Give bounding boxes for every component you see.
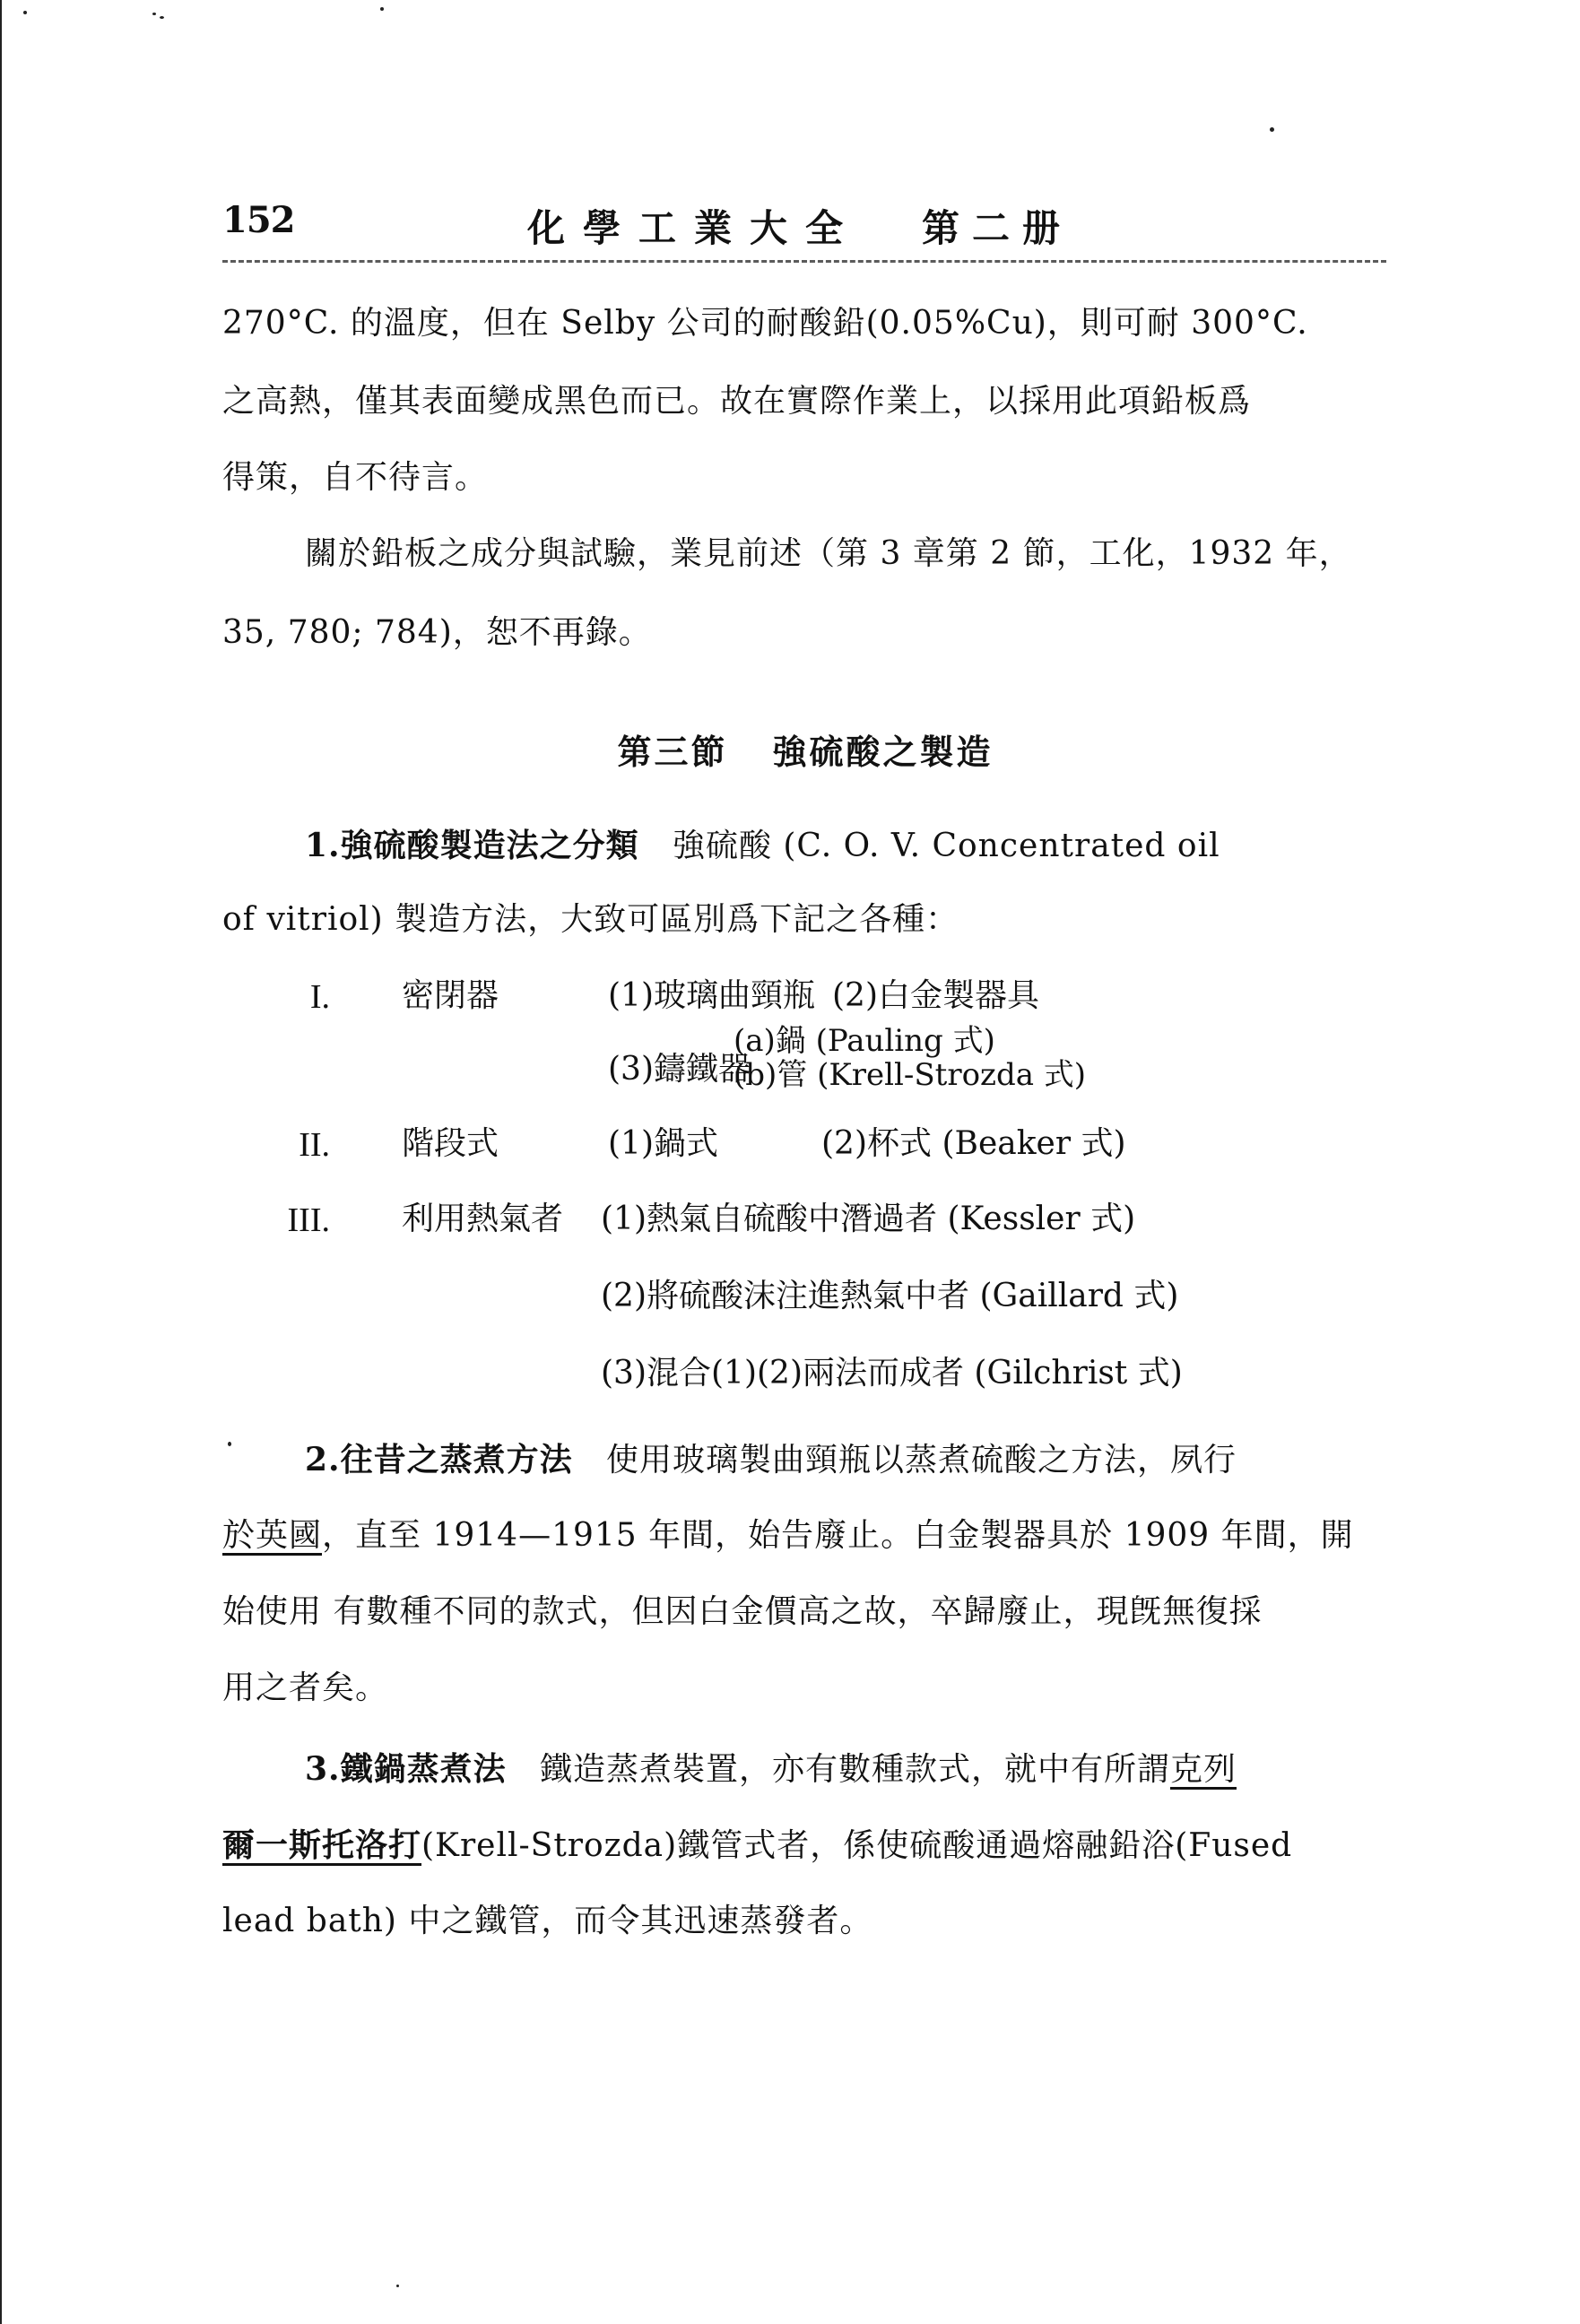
section-heading bbox=[222, 724, 1388, 774]
class-item: (2)白金製器具 bbox=[832, 977, 1039, 1014]
class-item: (1)鍋式 bbox=[608, 1125, 718, 1162]
subsection-2-line-3: 始使用 有數種不同的款式，但因白金價高之故，卒歸廢止，現旣無復採 bbox=[222, 1593, 1263, 1630]
paragraph-1-line-3: 得策，自不待言。 bbox=[222, 459, 489, 496]
subsection-3-text: (Krell-Strozda)鐵管式者，係使硫酸通過熔融鉛浴(Fused bbox=[421, 1827, 1293, 1864]
class-sub-items bbox=[734, 1024, 1086, 1092]
class-name: 階段式 bbox=[402, 1125, 499, 1162]
header-rule bbox=[222, 260, 1386, 263]
paragraph-1-line-2: 之高熱，僅其表面變成黑色而已。故在實際作業上，以採用此項鉛板爲 bbox=[222, 383, 1252, 420]
running-head bbox=[222, 199, 1388, 253]
subsection-1-line-1 bbox=[305, 829, 1220, 863]
class-item: (1)玻璃曲頸瓶 bbox=[608, 977, 815, 1014]
subsection-2-line-4: 用之者矣。 bbox=[222, 1669, 389, 1706]
class-sub-label: (3)鑄鐵器 bbox=[608, 1051, 751, 1088]
class-item: (1)熱氣自硫酸中潛過者 (Kessler 式) bbox=[601, 1201, 1136, 1237]
class-sub-item: (b)管 (Krell-Strozda 式) bbox=[734, 1057, 1087, 1093]
book-title: 化學工業大全 bbox=[527, 206, 862, 250]
section-title: 強硫酸之製造 bbox=[772, 732, 994, 772]
subsection-1-line-2: of vitriol) 製造方法，大致可區別爲下記之各種： bbox=[222, 901, 959, 938]
scan-left-edge bbox=[0, 0, 2, 2324]
scan-speck bbox=[160, 16, 164, 19]
subsection-2-text: 使用玻璃製曲頸瓶以蒸煮硫酸之方法，夙行 bbox=[605, 1442, 1237, 1479]
document-page bbox=[222, 0, 1388, 2324]
subsection-1-heading: 1.強硫酸製造法之分類 bbox=[305, 827, 639, 864]
class-name: 利用熱氣者 bbox=[402, 1201, 564, 1237]
page-number: 152 bbox=[222, 199, 295, 241]
volume-label: 第二册 bbox=[922, 206, 1073, 250]
scan-speck bbox=[23, 11, 27, 14]
class-name: 密閉器 bbox=[402, 977, 499, 1014]
scan-speck bbox=[152, 13, 156, 15]
underlined-term: 爾一斯托洛打 bbox=[222, 1826, 422, 1864]
subsection-3-heading: 3.鐵鍋蒸煮法 bbox=[305, 1750, 507, 1788]
subsection-1-text: 強硫酸 (C. O. V. Concentrated oil bbox=[672, 828, 1220, 864]
underlined-term: 克列 bbox=[1169, 1751, 1237, 1788]
paragraph-1-line-1: 270°C. 的溫度，但在 Selby 公司的耐酸鉛(0.05%Cu)，則可耐 300°C. bbox=[222, 305, 1308, 342]
subsection-2-text: ，直至 1914—1915 年間，始告廢止。白金製器具於 1909 年間，開 bbox=[322, 1517, 1354, 1554]
class-item: (2)將硫酸沫注進熱氣中者 (Gaillard 式) bbox=[601, 1278, 1179, 1314]
class-numeral: III. bbox=[287, 1201, 330, 1239]
subsection-3-line-2 bbox=[222, 1826, 1293, 1864]
class-item: (2)杯式 (Beaker 式) bbox=[821, 1125, 1126, 1162]
section-number: 第三節 bbox=[617, 732, 728, 772]
subsection-3-line-3: lead bath) 中之鐵管，而令其迅速蒸發者。 bbox=[222, 1903, 873, 1939]
subsection-2-heading: 2.往昔之蒸煮方法 bbox=[305, 1441, 573, 1479]
class-numeral: II. bbox=[299, 1126, 330, 1164]
class-sub-item: (a)鍋 (Pauling 式) bbox=[734, 1023, 995, 1059]
subsection-3-text: 鐵造蒸煮裝置，亦有數種款式，就中有所謂 bbox=[539, 1751, 1170, 1788]
subsection-2-line-1 bbox=[305, 1441, 1237, 1479]
class-item: (3)混合(1)(2)兩法而成者 (Gilchrist 式) bbox=[601, 1355, 1183, 1392]
subsection-3-line-1 bbox=[305, 1750, 1237, 1788]
paragraph-2-line-2: 35, 780; 784)，恕不再錄。 bbox=[222, 614, 652, 651]
subsection-2-line-2 bbox=[222, 1517, 1354, 1554]
underlined-term: 於英國 bbox=[222, 1517, 323, 1554]
class-numeral: I. bbox=[309, 978, 330, 1016]
paragraph-2-line-1: 關於鉛板之成分與試驗，業見前述（第 3 章第 2 節，工化，1932 年， bbox=[305, 535, 1352, 572]
